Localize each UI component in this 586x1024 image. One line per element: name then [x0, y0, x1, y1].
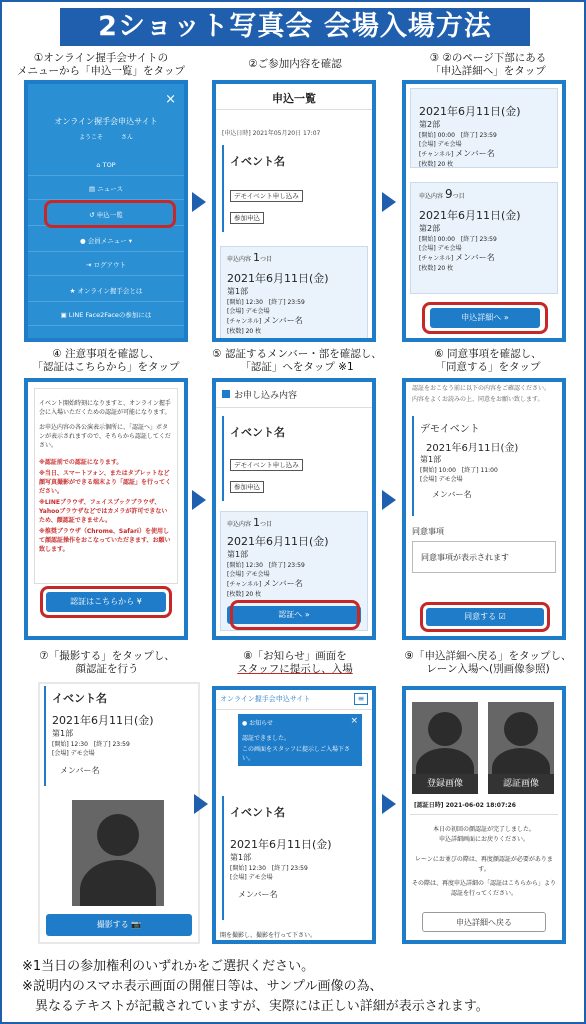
phone-notice-screen — [24, 378, 188, 640]
notify-event-name: イベント名 — [230, 806, 285, 819]
arrow-right-icon — [382, 192, 396, 212]
notify-part: 第1部 — [230, 853, 252, 862]
detail-channel-2: [チャンネル] — [419, 255, 454, 262]
agree-heading: 同意事項 — [412, 527, 444, 536]
confirm-tag-demo: デモイベント申し込み — [230, 459, 303, 471]
tag-apply: 参加申込 — [230, 212, 264, 224]
result-msg-4: その際は、再度申込詳細の「認証はこちらから」より認証を行ってください。 — [411, 880, 556, 897]
menu-site-title: オンライン握手会申込サイト — [54, 117, 158, 126]
notify-box — [238, 714, 362, 766]
registered-photo — [412, 702, 478, 794]
arrow-right-icon — [382, 794, 396, 814]
agree-times: [開始] 10:00 [終了] 11:00 — [420, 467, 498, 474]
menu-item-about[interactable] — [28, 280, 184, 302]
step-6-caption-line1: ⑥ 同意事項を確認し、 — [434, 348, 542, 360]
step-5-caption — [202, 348, 392, 374]
menu-item-top[interactable] — [28, 154, 184, 176]
confirm-times: [開始] 12:30 [終了] 23:59 — [227, 562, 305, 569]
order-num: 1 — [252, 251, 260, 264]
notice-warn-2: ※当日、スマートフォン、またはタブレットなど顔写真撮影ができる端末より「認証」を行ってください。 — [39, 470, 172, 495]
phone-confirm-screen — [212, 378, 376, 640]
photo-member: メンバー名 — [60, 766, 100, 775]
notify-bottom: 開を撮影し、撮影を行って下さい。 — [220, 932, 317, 939]
step-5-caption-line1: ⑤ 認証するメンバー・部を確認し、 — [212, 348, 382, 360]
menu-item-top-label: TOP — [102, 161, 116, 169]
photo-venue: [会場] デモ会場 — [52, 750, 95, 757]
notify-box-line2: この画面をスタッフに提示しご入場下さい。 — [242, 746, 351, 762]
menu-item-member-label: 会員メニュー ▾ — [87, 237, 133, 245]
phone-list-screen — [212, 80, 376, 342]
footnote-2: ※説明内のスマホ表示画面の開催日等は、サンプル画像の為、 — [22, 979, 383, 994]
confirm-order-suffix: つ目 — [259, 521, 272, 528]
highlight-frame — [420, 602, 550, 632]
home-icon: ⌂ — [96, 161, 103, 169]
square-icon — [222, 390, 230, 398]
shoot-button[interactable]: 撮影する 📷 — [46, 914, 192, 936]
confirm-venue: [会場] デモ会場 — [227, 571, 270, 578]
step-4-caption-line1: ④ 注意事項を確認し、 — [52, 348, 160, 360]
menu-item-logout[interactable] — [28, 254, 184, 276]
auth-button[interactable]: 認証へ » — [227, 606, 361, 624]
confirm-member: メンバー名 — [263, 579, 303, 588]
confirm-order-num: 1 — [252, 516, 260, 529]
confirm-section — [216, 382, 372, 408]
step-4-caption — [16, 348, 196, 374]
menu-item-news-label: ニュース — [97, 185, 123, 193]
event-count: [枚数] 20 枚 — [227, 328, 262, 335]
notice-warn-1: ※認証前での認証になります。 — [39, 459, 123, 466]
camera-preview — [72, 800, 164, 906]
menu-item-logout-label: ログアウト — [93, 261, 126, 269]
agree-event-name: デモイベント — [420, 424, 480, 435]
news-icon: ▤ — [89, 185, 98, 193]
detail-order-label: 申込内容 — [419, 193, 444, 200]
auth-photo — [488, 702, 554, 794]
detail-member-2: メンバー名 — [455, 253, 495, 262]
detail-card-top — [410, 88, 558, 168]
auth-link-button[interactable]: 認証はこちらから ¥ — [46, 592, 166, 612]
footnote-3: 異なるテキストが記載されていますが、実際には正しい詳細が表示されます。 — [22, 999, 489, 1014]
notify-venue: [会場] デモ会場 — [230, 874, 273, 881]
menu-item-about-label: オンライン握手会とは — [77, 287, 143, 295]
phone-menu-screen — [24, 80, 188, 342]
agree-venue: [会場] デモ会場 — [420, 476, 463, 483]
list-icon: ↺ — [89, 211, 97, 219]
agree-button[interactable]: 同意する ☑ — [426, 608, 544, 626]
result-message — [410, 814, 558, 899]
result-date: [認証日時] 2021-06-02 18:07:26 — [414, 802, 516, 809]
phone-notify-screen — [212, 686, 376, 944]
phone-photo-screen — [38, 682, 200, 944]
info-icon: ▣ — [60, 311, 69, 319]
agree-top-2: 内容をよくお読みの上、同意をお願い致します。 — [412, 396, 544, 403]
detail-part-2: 第2部 — [419, 224, 441, 233]
notice-line-1: イベント開始時刻になりますと、オンライン握手会に入場いただくための認証が可能になります。 — [39, 400, 171, 416]
photo-times: [開始] 12:30 [終了] 23:59 — [52, 741, 130, 748]
step-1-caption-line1: ①オンライン握手会サイトの — [33, 52, 169, 64]
step-3-caption-line1: ③ ②のページ下部にある — [429, 52, 547, 64]
notify-member: メンバー名 — [238, 890, 278, 899]
step-2-caption — [210, 58, 380, 71]
info-icon: ● — [242, 720, 250, 727]
highlight-frame — [230, 600, 360, 630]
registered-label: 登録画像 — [412, 774, 478, 794]
detail-venue: [会場] デモ会場 — [419, 141, 462, 148]
step-7-caption-line2: 顔認証を行う — [75, 663, 139, 675]
star-icon: ★ — [69, 287, 78, 295]
photo-date: 2021年6月11日(金) — [52, 714, 154, 727]
notify-box-title: お知らせ — [249, 720, 273, 727]
menu-item-news[interactable] — [28, 178, 184, 200]
avatar-body — [80, 860, 156, 906]
result-msg-3: レーンにお並びの際は、再度顔認証が必要があります。 — [415, 856, 553, 873]
step-9-caption-line1: ⑨「申込詳細へ戻る」をタップし、 — [404, 650, 572, 662]
detail-count: [枚数] 20 枚 — [419, 161, 454, 168]
notice-line-2: お申込内容の各公演表示個所に、「認証へ」ボタンが表示されますので、そちらから認証してください。 — [39, 424, 171, 449]
menu-close-icon[interactable]: × — [165, 92, 176, 107]
order-card — [220, 246, 368, 342]
detail-order-suffix: つ目 — [452, 193, 465, 200]
auth-label: 認証画像 — [488, 774, 554, 794]
photo-part: 第1部 — [52, 729, 74, 738]
order-label: 申込内容 — [227, 256, 252, 263]
step-3-caption-line2: 「申込詳細へ」をタップ — [430, 65, 546, 77]
event-venue: [会場] デモ会場 — [227, 308, 270, 315]
arrow-right-icon — [192, 192, 206, 212]
avatar-head — [428, 712, 462, 746]
detail-order-num: 9 — [444, 187, 453, 201]
step-7-caption — [22, 650, 192, 676]
photo-event-name: イベント名 — [52, 692, 107, 705]
detail-count-2: [枚数] 20 枚 — [419, 265, 454, 272]
detail-channel: [チャンネル] — [419, 151, 454, 158]
notice-box — [34, 388, 178, 584]
confirm-tag-apply: 参加申込 — [230, 481, 264, 493]
order-suffix: つ目 — [259, 256, 272, 263]
notify-date: 2021年6月11日(金) — [230, 838, 332, 851]
phone-detail-screen — [402, 80, 566, 342]
menu-item-line-label: LINE Face2Faceの参加には — [68, 311, 152, 319]
tag-demo: デモイベント申し込み — [230, 190, 303, 202]
confirm-count: [枚数] 20 枚 — [227, 591, 262, 598]
detail-venue-2: [会場] デモ会場 — [419, 245, 462, 252]
agree-top-1: 認証をおこなう前に以下の内容をご確認ください。 — [412, 385, 551, 392]
arrow-right-icon — [382, 490, 396, 510]
list-heading: 申込一覧 — [216, 84, 372, 110]
arrow-right-icon — [194, 794, 208, 814]
phone-agree-screen — [402, 378, 566, 640]
event-channel: [チャンネル] — [227, 318, 262, 325]
step-1-caption-line2: メニューから「申込一覧」をタップ — [17, 65, 185, 77]
step-8-caption-line1: ⑧「お知らせ」画面を — [243, 650, 347, 662]
menu-welcome: ようこそ さん — [78, 134, 133, 141]
step-9-caption — [398, 650, 578, 676]
result-msg-1: 本日の初回の顔認証が完了しました。 — [432, 826, 535, 833]
detail-times-2: [開始] 00:00 [終了] 23:59 — [419, 236, 497, 243]
confirm-part: 第1部 — [227, 550, 249, 559]
notify-times: [開始] 12:30 [終了] 23:59 — [230, 865, 308, 872]
footnote-1: ※1当日の参加権利のいずれかをご選択ください。 — [22, 959, 315, 974]
detail-date-2: 2021年6月11日(金) — [419, 209, 521, 222]
hamburger-menu-icon[interactable]: ≡ — [354, 693, 368, 705]
avatar-head — [504, 712, 538, 746]
notify-close-icon[interactable]: × — [350, 716, 358, 726]
event-times: [開始] 12:30 [終了] 23:59 — [227, 299, 305, 306]
highlight-frame — [422, 302, 548, 334]
notify-box-line1: 認証できました。 — [242, 735, 291, 742]
menu-item-line[interactable] — [28, 304, 184, 326]
back-to-detail-button[interactable]: 申込詳細へ戻る — [422, 912, 546, 932]
event-date: 2021年6月11日(金) — [227, 272, 329, 285]
step-4-caption-line2: 「認証はこちらから」をタップ — [32, 361, 180, 373]
step-6-caption-line2: 「同意する」をタップ — [435, 361, 541, 373]
menu-item-list-label: 申込一覧 — [96, 211, 123, 219]
step-5-caption-line2: 「認証」へをタップ ※1 — [240, 361, 354, 373]
agree-text: 同意事項が表示されます — [412, 541, 556, 573]
detail-times: [開始] 00:00 [終了] 23:59 — [419, 132, 497, 139]
step-6-caption — [398, 348, 578, 374]
step-9-caption-line2: レーン入場へ(別画像参照) — [426, 663, 550, 675]
detail-button[interactable]: 申込詳細へ » — [430, 308, 540, 328]
step-8-caption — [210, 650, 380, 676]
confirm-order-label: 申込内容 — [227, 521, 252, 528]
notify-site-title: オンライン握手会申込サイト — [220, 695, 311, 703]
step-3-caption — [398, 52, 578, 78]
highlight-frame — [44, 200, 176, 228]
event-part: 第1部 — [227, 287, 249, 296]
step-1-caption — [16, 52, 186, 78]
arrow-right-icon — [192, 490, 206, 510]
menu-item-member[interactable] — [28, 230, 184, 252]
logout-icon: ⇥ — [85, 261, 94, 269]
user-icon: ● — [79, 237, 88, 245]
agree-part: 第1部 — [420, 455, 442, 464]
step-2-caption-line1: ②ご参加内容を確認 — [248, 58, 342, 70]
result-msg-2: 申込詳細画面にお戻りください。 — [438, 836, 529, 843]
step-7-caption-line1: ⑦「撮影する」をタップし、 — [39, 650, 175, 662]
list-date: [申込日時] 2021年05月20日 17:07 — [222, 130, 321, 137]
detail-member: メンバー名 — [455, 149, 495, 158]
page-title: 2ショット写真会 会場入場方法 — [60, 8, 530, 46]
highlight-frame — [40, 586, 172, 618]
event-member: メンバー名 — [263, 316, 303, 325]
detail-date: 2021年6月11日(金) — [419, 105, 521, 118]
phone-result-screen — [402, 686, 566, 944]
detail-card-bottom — [410, 182, 558, 294]
agree-date: 2021年6月11日(金) — [426, 443, 519, 454]
confirm-section-label: お申し込み内容 — [234, 391, 298, 401]
agree-member: メンバー名 — [432, 490, 472, 499]
avatar-head — [97, 814, 139, 856]
confirm-event-name: イベント名 — [230, 426, 285, 439]
event-name: イベント名 — [230, 155, 285, 168]
step-8-caption-line2: スタッフに提示し、入場 — [237, 663, 353, 675]
notice-warn-4: ※推奨ブラウザ（Chrome、Safari）を使用して顔認証操作をおこなっていただきます、お願い致します。 — [39, 528, 171, 553]
confirm-channel: [チャンネル] — [227, 581, 262, 588]
notice-warn-3: ※LINEブラウザ、フェイスブックブラウザ、Yahooブラウザなどではカメラが許可できないため、顔認証できません。 — [39, 499, 168, 524]
confirm-date: 2021年6月11日(金) — [227, 535, 329, 548]
detail-part: 第2部 — [419, 120, 441, 129]
